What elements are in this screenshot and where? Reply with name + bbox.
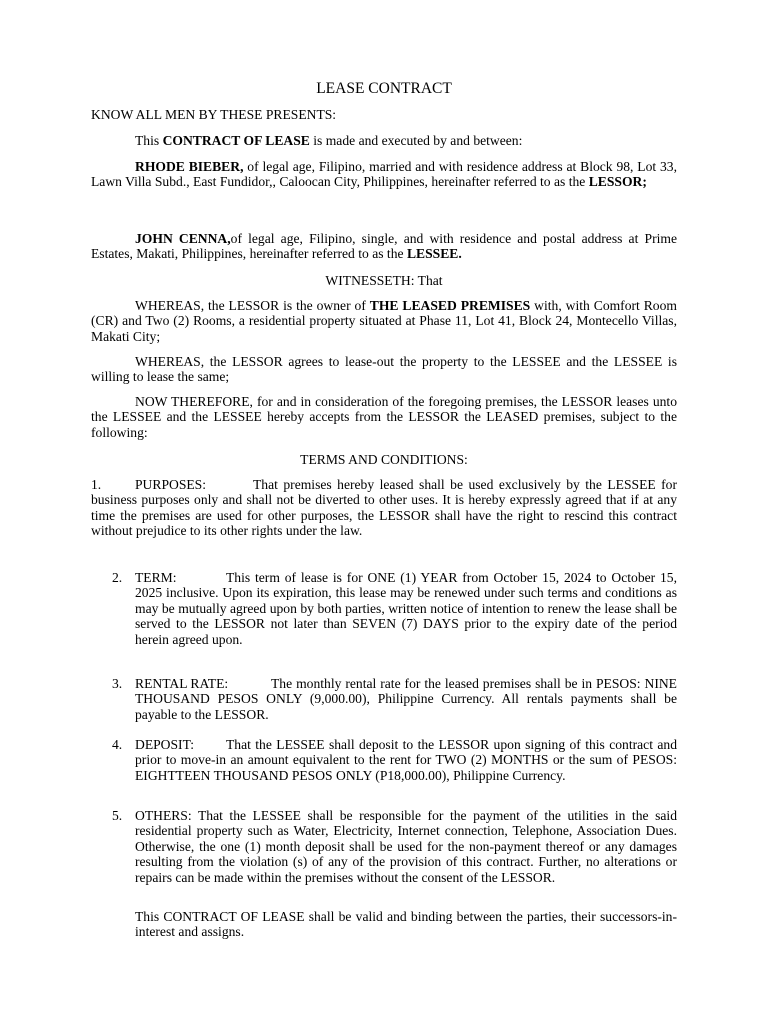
whereas1-pre: WHEREAS, the LESSOR is the owner of — [135, 298, 370, 313]
term-label: DEPOSIT: — [135, 737, 194, 752]
term-text: That the LESSEE shall be responsible for the payment of the utilities in the said residential property such as Water, Electricity, Internet connection, Telephone, Association Dues. Otherwise, the one (1) month deposit shall be used for the non-payment thereof or any damages resulting from the violation (s) of any of the provision of this contract. Further, no alterations or repairs can be made within the premises without the consent of the LESSOR. — [135, 808, 677, 885]
whereas1-bold: THE LEASED PREMISES — [369, 298, 531, 313]
intro-paragraph — [91, 133, 677, 148]
lessee-paragraph — [91, 231, 677, 262]
lessor-paragraph — [91, 159, 677, 190]
closing-paragraph: This CONTRACT OF LEASE shall be valid and binding between the parties, their successors-in-interest and assigns. — [135, 909, 677, 940]
lessor-text: of legal age, Filipino, married and with residence address at Block 98, Lot 33, Lawn Villa Subd., East Fundidor,, Caloocan City, Philippines, hereinafter referred to as the — [91, 159, 677, 190]
whereas1-post: with, with Comfort Room (CR) and Two (2) Rooms, a residential property situated at Phase 11, Lot 41, Block 24, Montecello Villas, Makati City; — [91, 298, 677, 344]
term-label: OTHERS: — [135, 808, 192, 823]
lessee-name: JOHN CENNA, — [135, 231, 231, 246]
whereas-paragraph-1 — [91, 298, 677, 344]
term-label: TERM: — [135, 570, 177, 585]
term-body — [135, 570, 677, 647]
term-number: 2. — [112, 570, 123, 585]
term-body — [135, 808, 677, 885]
lessor-name: RHODE BIEBER, — [135, 159, 244, 174]
term-number: 1. — [91, 477, 102, 492]
term-body — [135, 737, 677, 783]
term-number: 3. — [112, 676, 123, 691]
term-item-purposes — [91, 477, 677, 539]
term-text: That premises hereby leased shall be used exclusively by the LESSEE for business purposes only and shall not be diverted to other uses. It is hereby expressly agreed that if at any time the premises are used for other purposes, the LESSOR shall have the right to rescind this contract without prejudice to its other rights under the law. — [91, 477, 677, 539]
lessee-role: LESSEE. — [406, 246, 462, 262]
document-title: LEASE CONTRACT — [316, 80, 452, 97]
lessor-role: LESSOR; — [588, 174, 647, 190]
greeting: KNOW ALL MEN BY THESE PRESENTS: — [91, 107, 337, 122]
term-text: The monthly rental rate for the leased premises shall be in PESOS: NINE THOUSAND PESOS ONLY (9,000.00), Philippine Currency. All rentals payments shall be payable to the LESSOR. — [135, 676, 677, 722]
now-therefore-paragraph: NOW THEREFORE, for and in consideration of the foregoing premises, the LESSOR leases unto the LESSEE and the LESSEE hereby accepts from the LESSOR the LEASED premises, subject to the following: — [91, 394, 677, 440]
term-label: RENTAL RATE: — [135, 676, 229, 691]
intro-bold: CONTRACT OF LEASE — [162, 133, 310, 148]
term-label: PURPOSES: — [135, 477, 207, 492]
term-number: 5. — [112, 808, 123, 823]
whereas-paragraph-2: WHEREAS, the LESSOR agrees to lease-out the property to the LESSEE and the LESSEE is willing to lease the same; — [91, 354, 677, 385]
term-number: 4. — [112, 737, 123, 752]
lessee-text: of legal age, Filipino, single, and with residence and postal address at Prime Estates, Makati, Philippines, hereinafter referred to as the — [91, 231, 677, 262]
witnesseth-heading: WITNESSETH: That — [325, 273, 443, 288]
terms-heading: TERMS AND CONDITIONS: — [300, 452, 468, 467]
term-text: That the LESSEE shall deposit to the LESSOR upon signing of this contract and prior to move-in an amount equivalent to the rent for TWO (2) MONTHS or the sum of PESOS: EIGHTTEEN THOUSAND PESOS ONLY (P18,000.00), Philippine Currency. — [135, 737, 677, 783]
term-body — [135, 676, 677, 722]
term-text: This term of lease is for ONE (1) YEAR from October 15, 2024 to October 15, 2025 inclusive. Upon its expiration, this lease may be renewed under such terms and conditions as may be mutually agreed upon by both parties, written notice of intention to renew the lease shall be served to the LESSOR not later than SEVEN (7) DAYS prior to the expiry date of the period herein agreed upon. — [135, 570, 677, 647]
intro-pre: This — [135, 133, 163, 148]
intro-post: is made and executed by and between: — [309, 133, 523, 148]
